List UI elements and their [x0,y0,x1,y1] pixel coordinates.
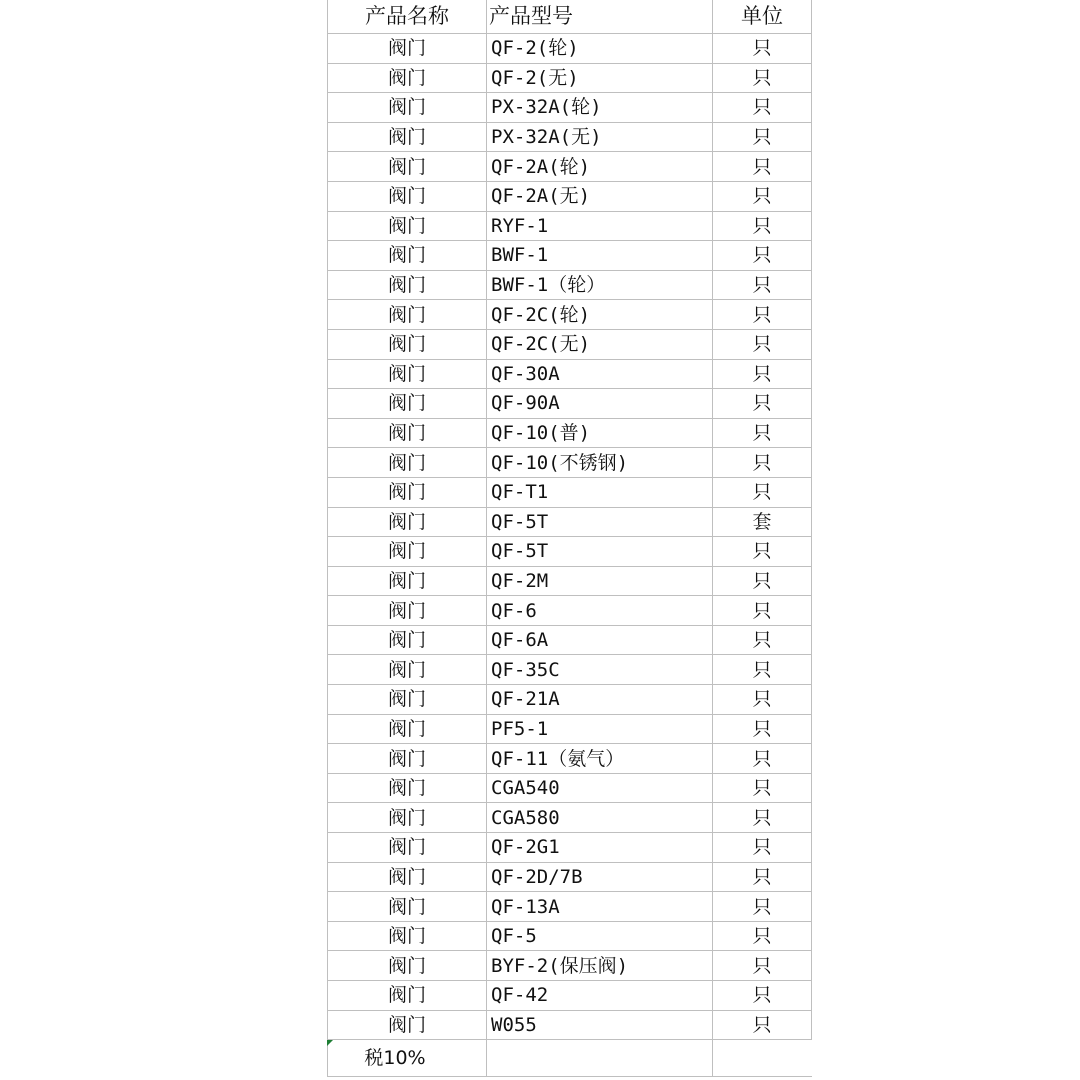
cell-unit[interactable]: 只 [713,744,812,774]
cell-unit[interactable]: 只 [713,981,812,1011]
cell-unit[interactable]: 只 [713,63,812,93]
cell-unit[interactable]: 只 [713,389,812,419]
cell-product-name[interactable]: 阀门 [328,329,487,359]
table-row [328,241,812,271]
table-row [328,981,812,1011]
cell-unit[interactable]: 只 [713,241,812,271]
footer-tax-cell[interactable]: 税10% [328,1040,487,1077]
cell-unit[interactable]: 只 [713,862,812,892]
cell-product-name[interactable]: 阀门 [328,744,487,774]
table-row [328,862,812,892]
cell-product-model[interactable]: QF-2C(轮) [487,300,713,330]
table-row [328,596,812,626]
cell-product-model[interactable]: QF-6 [487,596,713,626]
cell-product-name[interactable]: 阀门 [328,152,487,182]
table-row [328,34,812,64]
cell-unit[interactable]: 只 [713,211,812,241]
table-row [328,300,812,330]
cell-product-model[interactable]: QF-2(无) [487,63,713,93]
cell-product-model[interactable]: QF-6A [487,625,713,655]
header-product-name[interactable]: 产品名称 [328,0,487,34]
cell-product-name[interactable]: 阀门 [328,685,487,715]
table-row [328,93,812,123]
cell-product-model[interactable]: CGA580 [487,803,713,833]
cell-product-model[interactable]: QF-2D/7B [487,862,713,892]
table-row [328,892,812,922]
cell-product-model[interactable]: BYF-2(保压阀) [487,951,713,981]
cell-product-model[interactable]: QF-11（氨气） [487,744,713,774]
cell-unit[interactable]: 只 [713,803,812,833]
cell-product-name[interactable]: 阀门 [328,122,487,152]
cell-product-model[interactable]: QF-5 [487,921,713,951]
header-unit[interactable]: 单位 [713,0,812,34]
cell-unit[interactable]: 只 [713,300,812,330]
cell-product-name[interactable]: 阀门 [328,241,487,271]
cell-product-name[interactable]: 阀门 [328,359,487,389]
cell-unit[interactable]: 只 [713,418,812,448]
cell-product-model[interactable]: QF-2A(轮) [487,152,713,182]
product-table [327,0,812,1077]
cell-unit[interactable]: 只 [713,329,812,359]
cell-unit[interactable]: 只 [713,714,812,744]
table-row [328,921,812,951]
cell-unit[interactable]: 只 [713,685,812,715]
cell-product-model[interactable]: CGA540 [487,773,713,803]
cell-product-model[interactable]: QF-90A [487,389,713,419]
table-row [328,270,812,300]
cell-unit[interactable]: 只 [713,625,812,655]
cell-unit[interactable]: 只 [713,34,812,64]
cell-unit[interactable]: 只 [713,181,812,211]
cell-product-model[interactable]: QF-10(普) [487,418,713,448]
cell-product-model[interactable]: PX-32A(轮) [487,93,713,123]
cell-unit[interactable]: 只 [713,596,812,626]
cell-product-name[interactable]: 阀门 [328,93,487,123]
cell-product-name[interactable]: 阀门 [328,833,487,863]
cell-product-name[interactable]: 阀门 [328,655,487,685]
table-row [328,329,812,359]
cell-unit[interactable]: 只 [713,152,812,182]
cell-product-model[interactable]: QF-2M [487,566,713,596]
table-row [328,418,812,448]
footer-empty-cell[interactable] [487,1040,713,1077]
table-row [328,625,812,655]
cell-unit[interactable]: 只 [713,448,812,478]
table-row [328,63,812,93]
cell-unit[interactable]: 只 [713,921,812,951]
table-row [328,803,812,833]
cell-product-name[interactable]: 阀门 [328,1010,487,1040]
table-body [328,34,812,1077]
cell-product-model[interactable]: QF-5T [487,507,713,537]
table-row [328,537,812,567]
cell-unit[interactable]: 只 [713,477,812,507]
cell-product-model[interactable]: QF-30A [487,359,713,389]
cell-product-name[interactable]: 阀门 [328,862,487,892]
cell-unit[interactable]: 只 [713,833,812,863]
cell-product-model[interactable]: PF5-1 [487,714,713,744]
cell-product-model[interactable]: QF-2A(无) [487,181,713,211]
cell-product-name[interactable]: 阀门 [328,921,487,951]
table-row [328,1010,812,1040]
cell-product-name[interactable]: 阀门 [328,803,487,833]
table-row [328,152,812,182]
cell-product-model[interactable]: QF-2G1 [487,833,713,863]
cell-unit[interactable]: 只 [713,892,812,922]
cell-product-model[interactable]: BWF-1（轮） [487,270,713,300]
cell-product-model[interactable]: BWF-1 [487,241,713,271]
cell-unit[interactable]: 只 [713,951,812,981]
table-row [328,122,812,152]
table-row [328,744,812,774]
footer-empty-cell[interactable] [713,1040,812,1077]
cell-product-model[interactable]: QF-2(轮) [487,34,713,64]
cell-unit[interactable]: 只 [713,93,812,123]
header-row [328,0,812,34]
cell-product-model[interactable]: W055 [487,1010,713,1040]
cell-unit[interactable]: 套 [713,507,812,537]
cell-product-name[interactable]: 阀门 [328,951,487,981]
cell-product-name[interactable]: 阀门 [328,418,487,448]
cell-unit[interactable]: 只 [713,773,812,803]
cell-product-name[interactable]: 阀门 [328,596,487,626]
cell-product-name[interactable]: 阀门 [328,477,487,507]
table-row [328,359,812,389]
table-row [328,566,812,596]
cell-product-name[interactable]: 阀门 [328,773,487,803]
cell-product-name[interactable]: 阀门 [328,389,487,419]
table-row [328,714,812,744]
cell-product-model[interactable]: PX-32A(无) [487,122,713,152]
table-row [328,389,812,419]
cell-product-name[interactable]: 阀门 [328,566,487,596]
cell-product-model[interactable]: QF-35C [487,655,713,685]
cell-product-name[interactable]: 阀门 [328,507,487,537]
cell-product-model[interactable]: QF-42 [487,981,713,1011]
cell-unit[interactable]: 只 [713,537,812,567]
table-row [328,507,812,537]
cell-product-model[interactable]: QF-T1 [487,477,713,507]
cell-product-name[interactable]: 阀门 [328,211,487,241]
table-row [328,448,812,478]
cell-product-name[interactable]: 阀门 [328,34,487,64]
cell-product-name[interactable]: 阀门 [328,270,487,300]
cell-product-name[interactable]: 阀门 [328,448,487,478]
cell-product-model[interactable]: QF-21A [487,685,713,715]
cell-comment-marker [327,1040,333,1046]
table-row [328,833,812,863]
table-row [328,181,812,211]
cell-product-model[interactable]: QF-2C(无) [487,329,713,359]
cell-product-name[interactable]: 阀门 [328,892,487,922]
cell-product-model[interactable]: RYF-1 [487,211,713,241]
cell-product-model[interactable]: QF-5T [487,537,713,567]
footer-row [328,1040,812,1077]
cell-unit[interactable]: 只 [713,566,812,596]
table-row [328,685,812,715]
table-row [328,951,812,981]
cell-product-name[interactable]: 阀门 [328,181,487,211]
cell-product-name[interactable]: 阀门 [328,625,487,655]
cell-unit[interactable]: 只 [713,270,812,300]
cell-product-name[interactable]: 阀门 [328,537,487,567]
cell-product-model[interactable]: QF-13A [487,892,713,922]
cell-product-name[interactable]: 阀门 [328,714,487,744]
cell-unit[interactable]: 只 [713,1010,812,1040]
table-row [328,773,812,803]
cell-unit[interactable]: 只 [713,655,812,685]
cell-product-model[interactable]: QF-10(不锈钢) [487,448,713,478]
cell-product-name[interactable]: 阀门 [328,63,487,93]
header-product-model[interactable]: 产品型号 [487,0,713,34]
table-row [328,477,812,507]
cell-product-name[interactable]: 阀门 [328,300,487,330]
cell-unit[interactable]: 只 [713,122,812,152]
cell-product-name[interactable]: 阀门 [328,981,487,1011]
cell-unit[interactable]: 只 [713,359,812,389]
table-row [328,655,812,685]
table-row [328,211,812,241]
